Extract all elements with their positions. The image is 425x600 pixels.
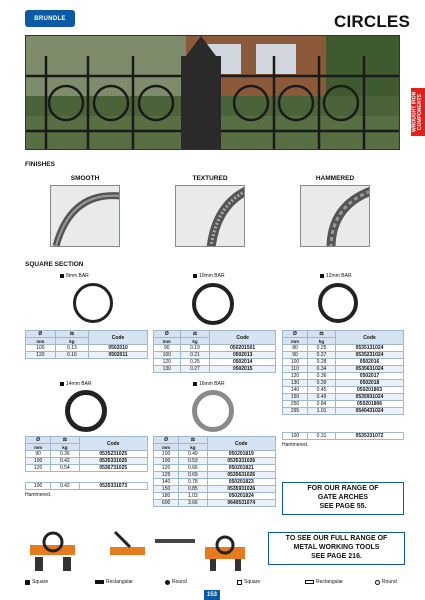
table-row: 150 0.85 0535931026 [154,486,276,493]
table-row: 100 0.13 0502010 [26,345,148,352]
finish-label-textured: TEXTURED [192,175,228,182]
bar-label-12mm [320,273,352,279]
hero-gate-photo [25,35,400,150]
bar-label-8mm [60,273,89,279]
finish-image-hammered [300,185,370,247]
square-section-heading: SQUARE SECTION [25,261,84,268]
square-icon [60,382,64,386]
table-row: 120 0.36 0502017 [283,373,404,380]
table-row: 90 0.19 050201501 [154,345,276,352]
legend-rectangular-hollow: Rectangular [305,579,343,585]
bar-label-10mm [193,273,225,279]
bar-label-text: 16mm BAR [199,381,225,387]
page-number: 153 [204,590,220,600]
table-12mm-hammered [282,432,404,440]
brundle-logo: BRUNDLE [25,10,75,27]
table-10mm-bar: Ø ⚖ Code mm kg 90 0.19 050201501 100 0.21 0502013 120 0.25 0502014 130 0.27 0502015 [153,330,276,373]
table-row: 125 0.69 0535631026 [154,472,276,479]
table-row: 140 0.45 050201803 [283,387,404,394]
page-title: CIRCLES [333,12,410,31]
promo-line: GATE ARCHES [317,494,369,502]
rectangle-hollow-icon [305,580,314,584]
table-row: 110 0.34 0535631024 [283,366,404,373]
legend-round-hollow: Round [375,579,397,585]
bar-label-text: 14mm BAR [66,381,92,387]
hammered-note-12mm: Hammered. [282,442,309,448]
table-row: 90 0.36 0535231025 [26,451,148,458]
table-row: 100 0.21 0502013 [154,352,276,359]
table-row: 120 0.25 0502014 [154,359,276,366]
bar-label-text: 10mm BAR [199,273,225,279]
col-header-code: Code [89,331,148,345]
table-row: 100 0.53 0535331026 [154,458,276,465]
table-row: 130 0.39 0502018 [283,380,404,387]
ring-image-10mm [192,283,234,325]
table-14mm-hammered [25,482,148,490]
table-8mm-bar [25,330,148,359]
square-icon [320,274,324,278]
table-row: 140 0.78 050201823 [154,479,276,486]
tools-photo [25,527,255,575]
promo-metal-tools[interactable] [268,532,405,565]
table-row: 100 0.49 050201819 [154,451,276,458]
square-icon [193,382,197,386]
finishes-heading: FINISHES [25,161,55,168]
hammered-note-14mm: Hammered. [25,492,52,498]
promo-gate-arches[interactable] [282,482,404,515]
table-12mm-bar: Ø ⚖ Code mm kg 80 0.25 0535131024 90 0.27 0535231024 100 0.28 0502016 110 0.34 0535631024 120 0.36 0502017 130 0.39 0502018 140 0.45 050201803 150 0.49 0535931024 250 0.84 050201806 295 1.01 0540431024 [282,330,404,415]
ring-image-12mm [318,283,358,323]
col-unit-kg: kg [55,338,88,345]
promo-line: SEE PAGE 216. [311,552,362,560]
table-row: 100 0.42 0535331025 [26,458,148,465]
square-icon [60,274,64,278]
legend-rectangular-solid: Rectangular [95,579,133,585]
table-row: 295 1.01 0540431024 [283,408,404,415]
finish-label-hammered: HAMMERED [315,175,355,182]
finish-image-smooth [50,185,120,247]
legend-square-solid: Square [25,579,48,585]
bar-label-text: 12mm BAR [326,273,352,279]
bar-label-16mm [193,381,225,387]
square-icon [193,274,197,278]
bar-label-text: 8mm BAR [66,273,89,279]
table-row: 120 0.66 050201821 [154,465,276,472]
table-14mm-bar: Ø ⚖ Code mm kg 90 0.36 0535231025 100 0.42 0535331025 120 0.54 0536731025 [25,436,148,472]
bar-label-14mm [60,381,92,387]
ring-image-8mm [73,283,113,323]
table-row: 90 0.27 0535231024 [283,352,404,359]
table-row: 100 0.31 0535331072 [283,433,404,440]
promo-line: TO SEE OUR FULL RANGE OF [285,535,388,543]
table-row: 120 0.54 0536731025 [26,465,148,472]
table-row: 100 0.42 0535331073 [26,483,148,490]
col-header-dia: Ø [26,331,56,338]
table-row: 100 0.28 0502016 [283,359,404,366]
side-tab-category: WROUGHT IRON COMPONENTS [411,88,425,136]
table-row: 80 0.25 0535131024 [283,345,404,352]
legend-square-hollow: Square [237,579,260,585]
promo-line: SEE PAGE 55. [319,502,367,510]
square-solid-icon [25,580,30,585]
table-row: 120 0.16 0502011 [26,352,148,359]
circle-hollow-icon [375,580,380,585]
promo-line: METAL WORKING TOOLS [293,544,380,552]
table-row: 130 0.27 0502015 [154,366,276,373]
finish-image-textured [175,185,245,247]
legend-round-solid: Round [165,579,187,585]
ring-image-16mm [192,390,234,432]
table-row: 150 0.49 0535931024 [283,394,404,401]
table-16mm-bar: Ø ⚖ Code mm kg 100 0.49 050201819 100 0.53 0535331026 120 0.66 050201821 125 0.69 0535631026 140 0.78 050201823 150 0.85 0535931026 180 1.03 050201824 600 3.66 0640531074 [153,436,276,507]
rectangle-solid-icon [95,580,104,584]
finish-label-smooth: SMOOTH [70,175,100,182]
table-row: 600 3.66 0640531074 [154,500,276,507]
ring-image-14mm [65,390,107,432]
square-hollow-icon [237,580,242,585]
table-row: 180 1.03 050201824 [154,493,276,500]
col-unit-mm: mm [26,338,56,345]
circle-solid-icon [165,580,170,585]
table-row: 250 0.84 050201806 [283,401,404,408]
col-header-weight: ⚖ [55,331,88,338]
promo-line: FOR OUR RANGE OF [307,485,379,493]
